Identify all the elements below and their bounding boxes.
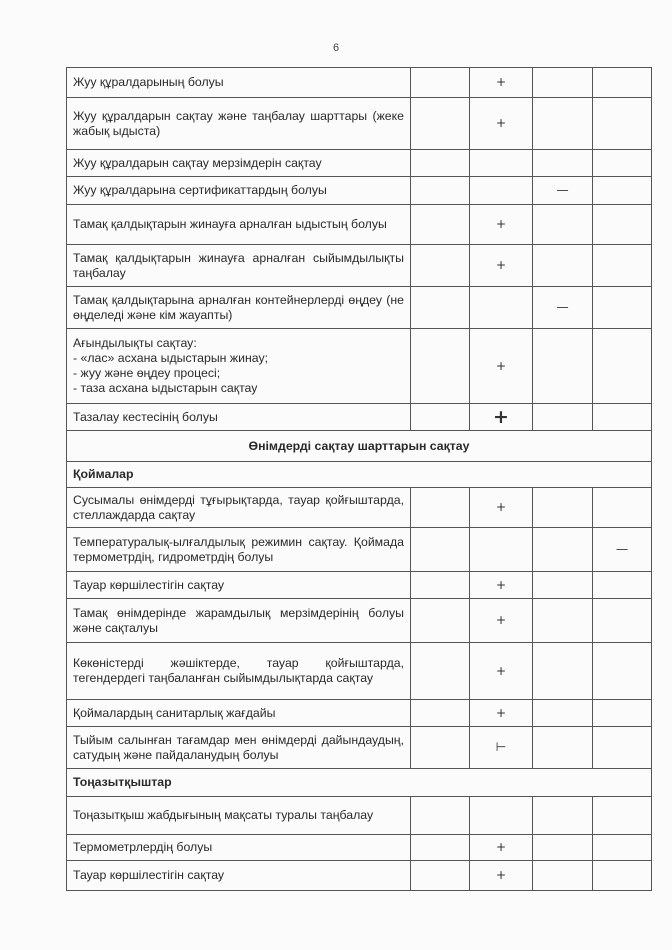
criterion-line: Ағындылықты сақтау:	[73, 336, 197, 350]
mark-cell-4	[593, 835, 652, 861]
checklist-row	[67, 150, 652, 177]
criterion-text: Тамақ өнімдерінде жарамдылық мерзімдерінің болуы және сақталуы	[67, 599, 411, 643]
criterion-text	[67, 329, 411, 404]
mark-cell-4	[593, 643, 652, 700]
mark-cell-3	[533, 205, 593, 245]
mark-cell-2: +	[470, 329, 533, 404]
page-number: 6	[332, 42, 340, 54]
mark-cell-1	[411, 404, 470, 431]
mark-cell-3	[533, 488, 593, 528]
mark-cell-2: ⊢	[470, 727, 533, 769]
subsection-title: Тоңазытқыштар	[67, 769, 652, 797]
mark-cell-3	[533, 835, 593, 861]
mark-cell-4	[593, 177, 652, 205]
mark-cell-4	[593, 245, 652, 287]
mark-cell-2	[470, 287, 533, 329]
mark-cell-3	[533, 797, 593, 835]
criterion-text: Сусымалы өнімдерді тұғырықтарда, тауар қойғыштарда, стеллаждарда сақтау	[67, 488, 411, 528]
mark-cell-2: +	[470, 98, 533, 150]
mark-cell-4: —	[593, 528, 652, 572]
mark-cell-1	[411, 245, 470, 287]
mark-cell-2: +	[470, 404, 533, 431]
mark-cell-2	[470, 528, 533, 572]
mark-cell-1	[411, 205, 470, 245]
mark-cell-4	[593, 727, 652, 769]
criterion-text: Жуу құралдарын сақтау және таңбалау шарттары (жеке жабық ыдыста)	[67, 98, 411, 150]
checklist-row	[67, 329, 652, 404]
checklist-row	[67, 861, 652, 891]
mark-cell-4	[593, 98, 652, 150]
mark-cell-2: +	[470, 68, 533, 98]
mark-cell-2: +	[470, 488, 533, 528]
criterion-text: Термометрлердің болуы	[67, 835, 411, 861]
mark-cell-1	[411, 727, 470, 769]
criterion-text: Тауар көршілестігін сақтау	[67, 861, 411, 891]
checklist-row	[67, 528, 652, 572]
mark-cell-2: +	[470, 245, 533, 287]
mark-cell-1	[411, 528, 470, 572]
mark-cell-1	[411, 98, 470, 150]
checklist-row	[67, 177, 652, 205]
checklist-row	[67, 98, 652, 150]
mark-cell-2	[470, 797, 533, 835]
criterion-text: Тауар көршілестігін сақтау	[67, 572, 411, 599]
mark-cell-4	[593, 205, 652, 245]
mark-cell-4	[593, 797, 652, 835]
checklist-row	[67, 727, 652, 769]
checklist-row	[67, 835, 652, 861]
criterion-text: Тамақ қалдықтарына арналған контейнерлерді өңдеу (не өңделеді және кім жауапты)	[67, 287, 411, 329]
mark-cell-1	[411, 835, 470, 861]
mark-cell-4	[593, 700, 652, 727]
mark-cell-3	[533, 98, 593, 150]
mark-cell-3	[533, 329, 593, 404]
criterion-text: Тамақ қалдықтарын жинауға арналған сыйымдылықты таңбалау	[67, 245, 411, 287]
mark-cell-4	[593, 68, 652, 98]
mark-cell-2: +	[470, 599, 533, 643]
checklist-row	[67, 599, 652, 643]
checklist-row	[67, 643, 652, 700]
mark-cell-3	[533, 861, 593, 891]
mark-cell-3: —	[533, 177, 593, 205]
criterion-text: Жуу құралдарына сертификаттардың болуы	[67, 177, 411, 205]
criterion-text: Тазалау кестесінің болуы	[67, 404, 411, 431]
mark-cell-1	[411, 488, 470, 528]
mark-cell-2	[470, 150, 533, 177]
criterion-line: - жуу және өңдеу процесі;	[73, 366, 221, 380]
mark-cell-2: +	[470, 700, 533, 727]
mark-cell-4	[593, 404, 652, 431]
criterion-text: Тамақ қалдықтарын жинауға арналған ыдыстың болуы	[67, 205, 411, 245]
mark-cell-1	[411, 177, 470, 205]
checklist-row	[67, 245, 652, 287]
criterion-text: Қоймалардың санитарлық жағдайы	[67, 700, 411, 727]
mark-cell-3	[533, 572, 593, 599]
mark-cell-3	[533, 727, 593, 769]
subsection-row	[67, 462, 652, 488]
mark-cell-3	[533, 643, 593, 700]
mark-cell-1	[411, 68, 470, 98]
section-row	[67, 431, 652, 462]
criterion-text: Тыйым салынған тағамдар мен өнімдерді дайындаудың, сатудың және пайдаланудың болуы	[67, 727, 411, 769]
criterion-text: Жуу құралдарын сақтау мерзімдерін сақтау	[67, 150, 411, 177]
criterion-text: Көкөністерді жәшіктерде, тауар қойғыштарда, тегендердегі таңбаланған сыйымдылықтарда сақтау	[67, 643, 411, 700]
mark-cell-4	[593, 572, 652, 599]
checklist-row	[67, 572, 652, 599]
mark-cell-1	[411, 797, 470, 835]
subsection-title: Қоймалар	[67, 462, 652, 488]
mark-cell-3	[533, 68, 593, 98]
criterion-line: - таза асхана ыдыстарын сақтау	[73, 381, 258, 395]
mark-cell-1	[411, 599, 470, 643]
mark-cell-4	[593, 488, 652, 528]
mark-cell-2: +	[470, 643, 533, 700]
checklist-table	[66, 67, 652, 891]
mark-cell-2	[470, 177, 533, 205]
section-title: Өнімдерді сақтау шарттарын сақтау	[67, 431, 652, 462]
criterion-text: Тоңазытқыш жабдығының мақсаты туралы таңбалау	[67, 797, 411, 835]
criterion-line: - «лас» асхана ыдыстарын жинау;	[73, 351, 269, 365]
criterion-text: Температуралық-ылғалдылық режимин сақтау. Қоймада термометрдің, гидрометрдің болуы	[67, 528, 411, 572]
mark-cell-4	[593, 861, 652, 891]
checklist-row	[67, 205, 652, 245]
mark-cell-3	[533, 150, 593, 177]
mark-cell-1	[411, 287, 470, 329]
mark-cell-1	[411, 643, 470, 700]
mark-cell-1	[411, 572, 470, 599]
mark-cell-1	[411, 700, 470, 727]
checklist-row	[67, 68, 652, 98]
criterion-text: Жуу құралдарының болуы	[67, 68, 411, 98]
checklist-row	[67, 488, 652, 528]
checklist-row	[67, 404, 652, 431]
checklist-row	[67, 797, 652, 835]
mark-cell-3	[533, 404, 593, 431]
mark-cell-3	[533, 599, 593, 643]
mark-cell-1	[411, 861, 470, 891]
mark-cell-4	[593, 329, 652, 404]
mark-cell-2: +	[470, 205, 533, 245]
checklist-row	[67, 287, 652, 329]
mark-cell-1	[411, 329, 470, 404]
mark-cell-2: +	[470, 835, 533, 861]
mark-cell-2: +	[470, 861, 533, 891]
mark-cell-1	[411, 150, 470, 177]
mark-cell-4	[593, 150, 652, 177]
checklist-row	[67, 700, 652, 727]
mark-cell-3	[533, 700, 593, 727]
mark-cell-3: —	[533, 287, 593, 329]
subsection-row	[67, 769, 652, 797]
mark-cell-3	[533, 528, 593, 572]
mark-cell-2: +	[470, 572, 533, 599]
mark-cell-4	[593, 599, 652, 643]
mark-cell-3	[533, 245, 593, 287]
mark-cell-4	[593, 287, 652, 329]
